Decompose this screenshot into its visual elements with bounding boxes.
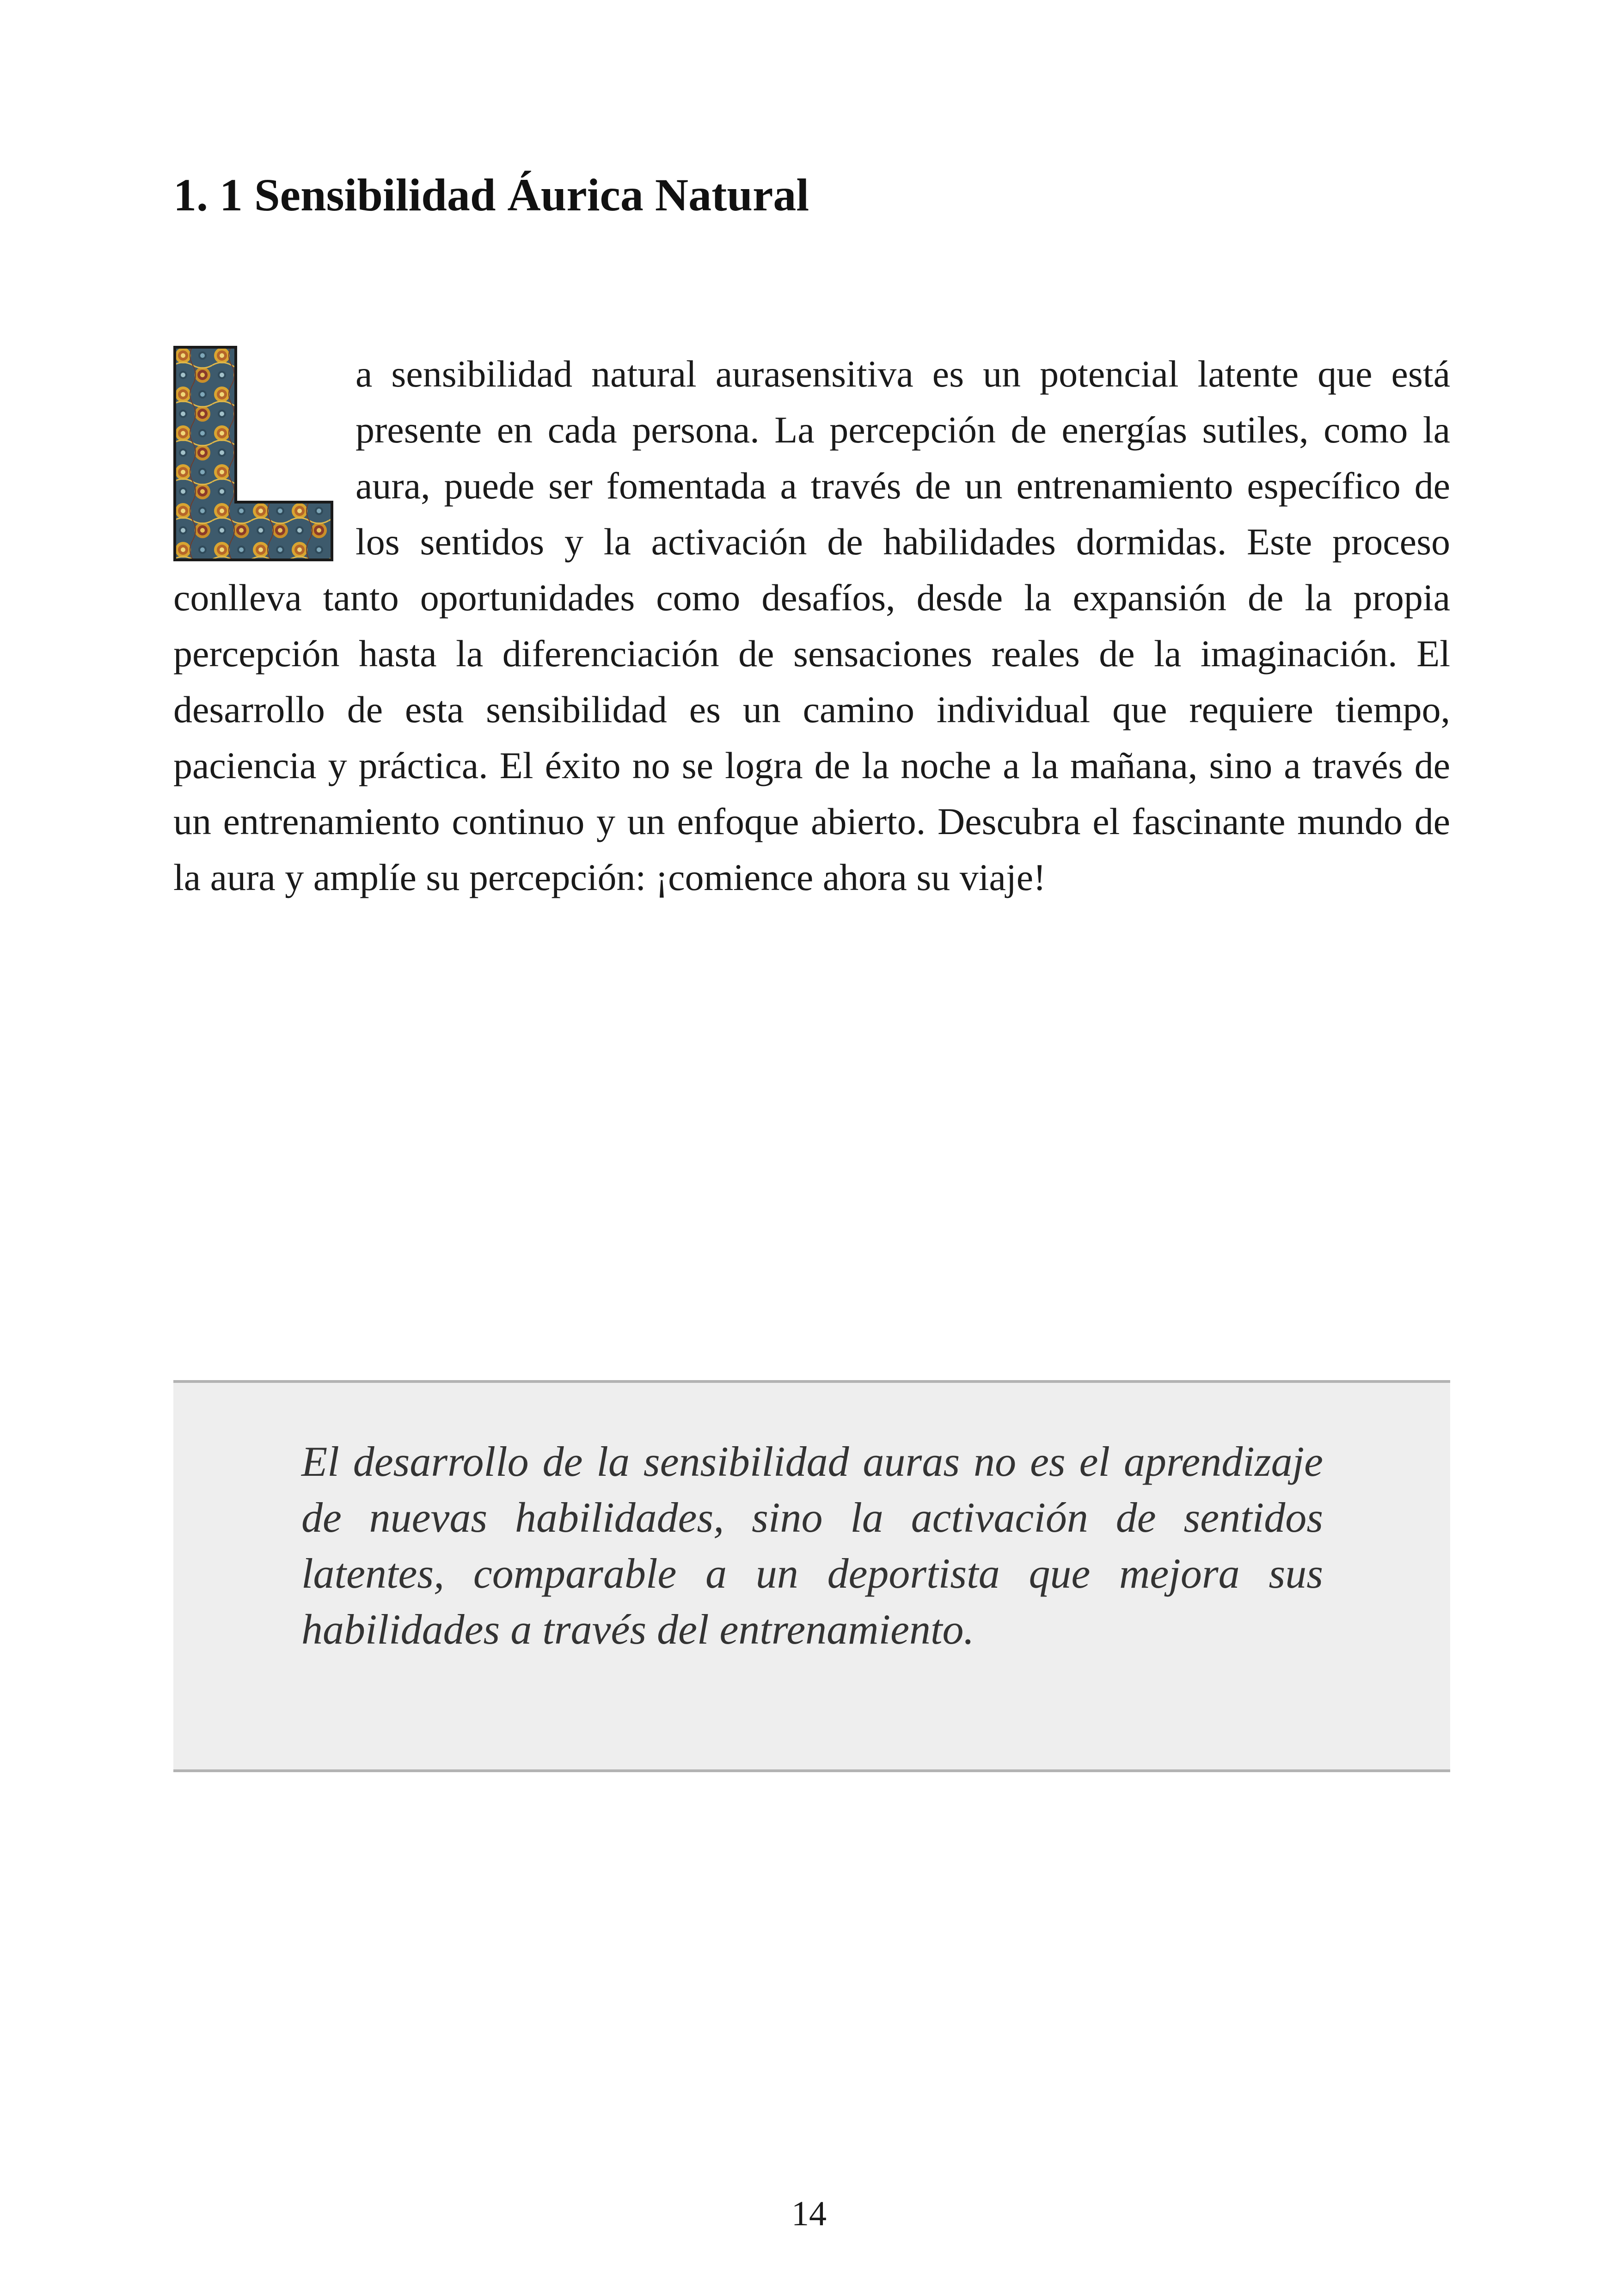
body-paragraph — [173, 346, 1450, 905]
page-number: 14 — [791, 2194, 827, 2233]
quote-callout — [173, 1380, 1450, 1772]
body-text: a sensibilidad natural aurasensitiva es un potencial latente que está presente en cada persona. La percepción de energías sutiles, como la aura, puede ser fomentada a través de un entrenamiento específico de los sentidos y la activación de habilidades dormidas. Este proceso conlleva tanto oportunidades como desafíos, desde la expansión de la propia percepción hasta la diferenciación de sensaciones reales de la imaginación. El desarrollo de esta sensibilidad es un camino individual que requiere tiempo, paciencia y práctica. El éxito no se logra de la noche a la mañana, sino a través de un entrenamiento continuo y un enfoque abierto. Descubra el fascinante mundo de la aura y amplíe su percepción: ¡comience ahora su viaje! — [173, 353, 1450, 898]
section-heading: 1. 1 Sensibilidad Áurica Natural — [173, 169, 809, 221]
callout-text: El desarrollo de la sensibilidad auras no es el aprendizaje de nuevas habilidades, sino la activación de sentidos latentes, comparable a un deportista que mejora sus habilidades a través del entrenamiento. — [301, 1438, 1323, 1653]
drop-cap-ornament — [173, 346, 340, 561]
ornamental-letter-l-icon — [173, 346, 333, 561]
